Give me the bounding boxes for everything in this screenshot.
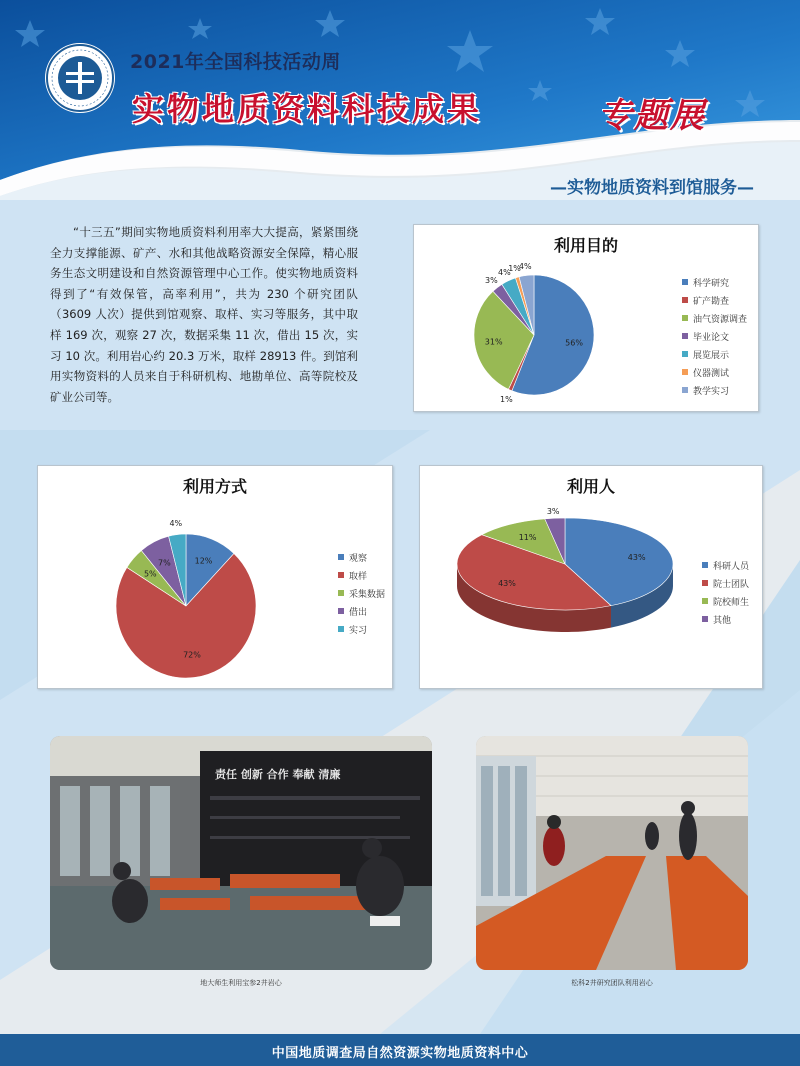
legend-swatch	[702, 580, 708, 586]
legend-item	[702, 610, 749, 628]
pie-data-label: 3%	[546, 506, 560, 516]
intro-paragraph	[50, 222, 358, 407]
cgs-logo	[44, 42, 116, 114]
legend-item	[338, 548, 385, 566]
special-title: 专题展	[598, 96, 706, 136]
pie-data-label: 1%	[508, 264, 521, 274]
legend-item	[682, 345, 747, 363]
event-title: 2021年全国科技活动周	[130, 51, 341, 73]
legend-swatch	[702, 562, 708, 568]
legend-swatch	[682, 387, 688, 393]
legend-label: 采集数据	[349, 589, 386, 600]
chart-title: 利用方式	[182, 477, 247, 496]
legend-item	[682, 291, 747, 309]
legend-label: 矿产勘查	[693, 296, 730, 307]
photo-caption-right: 松科2井研究团队利用岩心	[571, 979, 653, 987]
legend-label: 其他	[713, 615, 732, 626]
pie-data-label: 11%	[518, 533, 537, 543]
legend-label: 仪器测试	[693, 368, 730, 379]
legend-swatch	[682, 333, 688, 339]
legend-label: 实习	[349, 625, 368, 636]
legend-label: 观察	[349, 553, 368, 564]
legend-item	[338, 602, 385, 620]
pie-data-label: 31%	[484, 337, 503, 347]
pie-data-label: 3%	[484, 276, 498, 286]
legend-swatch	[682, 297, 688, 303]
legend-item	[338, 584, 385, 602]
legend-item	[682, 381, 747, 399]
legend-label: 借出	[349, 607, 368, 618]
legend-swatch	[338, 572, 344, 578]
chart-title: 利用人	[566, 477, 615, 496]
chart-legend	[682, 273, 747, 399]
legend-item	[702, 592, 749, 610]
pie-data-label: 4%	[518, 261, 532, 271]
legend-label: 取样	[349, 571, 368, 582]
pie-chart-users	[440, 498, 700, 678]
legend-label: 科研人员	[713, 561, 750, 572]
legend-item	[338, 566, 385, 584]
legend-swatch	[338, 590, 344, 596]
legend-label: 展览展示	[693, 350, 730, 361]
legend-item	[338, 620, 385, 638]
legend-swatch	[338, 626, 344, 632]
pie-data-label: 43%	[498, 579, 516, 589]
pie-data-label: 43%	[627, 553, 646, 563]
legend-swatch	[702, 616, 708, 622]
legend-item	[682, 309, 747, 327]
pie-data-label: 7%	[158, 558, 171, 568]
legend-swatch	[338, 554, 344, 560]
legend-item	[682, 363, 747, 381]
pie-data-label: 5%	[143, 569, 157, 579]
legend-item	[682, 273, 747, 291]
chart-legend	[338, 548, 385, 638]
chart-panel-method	[37, 465, 393, 689]
pie-data-label: 12%	[194, 556, 213, 566]
legend-label: 教学实习	[693, 386, 730, 397]
pie-data-label: 56%	[565, 338, 583, 348]
footer-bar	[0, 1034, 800, 1066]
pie-data-label: 72%	[183, 650, 201, 660]
pie-chart-method	[78, 496, 318, 686]
photo-caption-left: 地大师生利用宝参2井岩心	[200, 979, 282, 987]
pie-chart-purpose	[464, 251, 664, 411]
chart-panel-purpose	[413, 224, 759, 412]
photo-core-shelves	[476, 736, 748, 970]
photo-core-inspection-hall	[50, 736, 432, 970]
legend-item	[702, 556, 749, 574]
legend-label: 毕业论文	[693, 332, 730, 343]
legend-swatch	[682, 315, 688, 321]
footer-organization: 中国地质调查局自然资源实物地质资料中心	[271, 1046, 529, 1061]
legend-swatch	[682, 279, 688, 285]
legend-swatch	[682, 351, 688, 357]
legend-label: 科学研究	[693, 278, 730, 289]
chart-legend	[702, 556, 749, 628]
legend-label: 油气资源调查	[693, 314, 748, 325]
legend-label: 院士团队	[713, 579, 750, 590]
pie-data-label: 1%	[500, 394, 513, 404]
chart-title: 利用目的	[553, 236, 618, 255]
legend-label: 院校师生	[713, 597, 750, 608]
main-title: 实物地质资料科技成果	[132, 90, 483, 128]
legend-item	[702, 574, 749, 592]
legend-swatch	[338, 608, 344, 614]
intro-text: “十三五”期间实物地质资料利用率大大提高，紧紧围绕全力支撑能源、矿产、水和其他战略资源安全保障，精心服务生态文明建设和自然资源管理中心工作。使实物地质资料得到了“有效保管，高率利用”，共为 230 个研究团队（3609 人次）提供到馆观察、取样、实习等服务，其中取样 169 次，观察 27 次，数据采集 11 次，借出 15 次，实习 10 次。利用岩心约 20.3 万米，取样 28913 件。到馆利用实物资料的人员来自于科研机构、地勘单位、高等院校及矿业公司等。	[50, 225, 358, 404]
legend-item	[682, 327, 747, 345]
subtitle: —实物地质资料到馆服务—	[550, 178, 754, 198]
wall-slogan: 责任 创新 合作 奉献 清廉	[215, 768, 341, 781]
pie-data-label: 4%	[498, 268, 511, 278]
legend-swatch	[702, 598, 708, 604]
chart-panel-users	[419, 465, 763, 689]
legend-swatch	[682, 369, 688, 375]
pie-data-label: 4%	[169, 519, 183, 529]
